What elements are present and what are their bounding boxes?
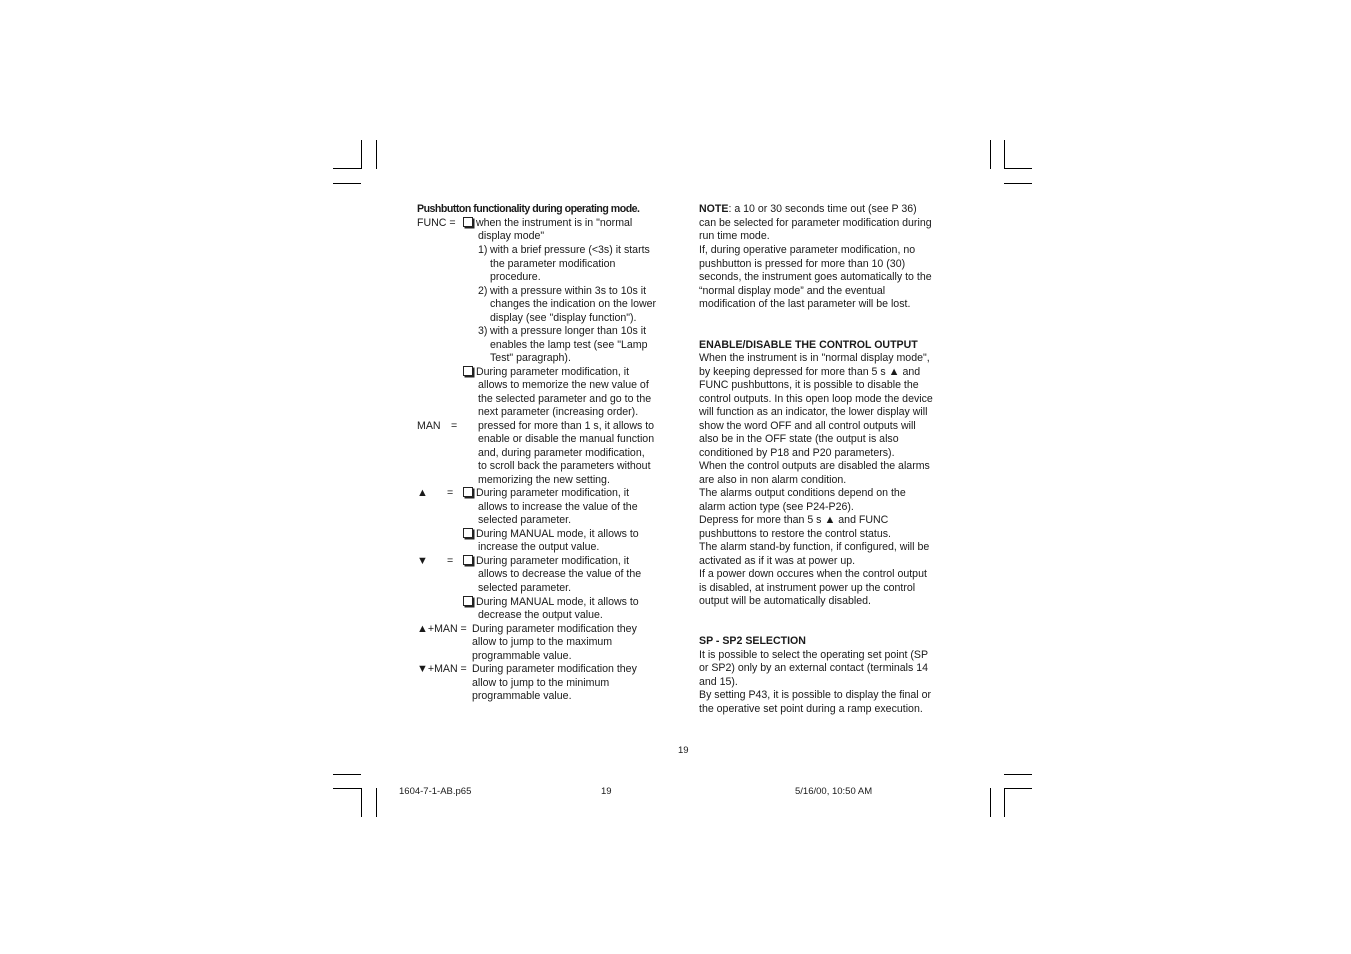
page-number: 19 xyxy=(678,745,689,756)
note-label: NOTE xyxy=(699,203,729,215)
text-line: When the instrument is in "normal display mode", xyxy=(699,352,930,364)
down-man-label: ▼+MAN = xyxy=(417,663,467,675)
text-line: changes the indication on the lower xyxy=(490,298,657,310)
checkbox-bullet-icon xyxy=(463,217,473,227)
crop-mark xyxy=(1004,788,1032,789)
text-line: modification of the last parameter will be lost. xyxy=(699,298,911,310)
text-line: or SP2) only by an external contact (terminals 14 xyxy=(699,662,929,674)
list-number: 2) xyxy=(478,285,488,297)
text-line: next parameter (increasing order). xyxy=(478,406,639,418)
text-line: pressed for more than 1 s, it allows to xyxy=(478,420,655,432)
text-line: By setting P43, it is possible to display the final or xyxy=(699,689,932,701)
crop-mark xyxy=(1004,774,1032,775)
up-option-2: During MANUAL mode, it allows to xyxy=(463,528,639,542)
crop-mark xyxy=(333,774,361,775)
text-line: and, during parameter modification, xyxy=(478,447,645,459)
text-line: decrease the output value. xyxy=(478,609,603,621)
up-arrow-icon: ▲ xyxy=(417,623,428,635)
text-line: programmable value. xyxy=(472,650,572,662)
text-line: enables the lamp test (see "Lamp xyxy=(490,339,648,351)
text-line: allow to jump to the maximum xyxy=(472,636,613,648)
text-line: selected parameter. xyxy=(478,514,572,526)
text-line: selected parameter. xyxy=(478,582,572,594)
text-line: show the word OFF and all control outputs will xyxy=(699,420,916,432)
note-paragraph: NOTE: a 10 or 30 seconds time out (see P 36) xyxy=(699,203,917,215)
man-label: MAN xyxy=(417,420,441,432)
crop-mark xyxy=(333,788,361,789)
text-line: “normal display mode” and the eventual xyxy=(699,285,886,297)
text-line: FUNC pushbuttons, it is possible to disable the xyxy=(699,379,919,391)
text-line: to scroll back the parameters without xyxy=(478,460,651,472)
down-arrow-icon: ▼ xyxy=(417,663,428,675)
text-line: alarm action type (see P24-P26). xyxy=(699,501,854,513)
text-line: allow to jump to the minimum xyxy=(472,677,610,689)
footer-filename: 1604-7-1-AB.p65 xyxy=(399,786,472,797)
checkbox-bullet-icon xyxy=(463,555,473,565)
text-line: run time mode. xyxy=(699,230,770,242)
text-line: display (see "display function"). xyxy=(490,312,637,324)
text-line: seconds, the instrument goes automatically to the xyxy=(699,271,932,283)
text-line: memorizing the new setting. xyxy=(478,474,610,486)
text-line: increase the output value. xyxy=(478,541,600,553)
func-label: FUNC = xyxy=(417,217,456,229)
checkbox-bullet-icon xyxy=(463,487,473,497)
text-line: programmable value. xyxy=(472,690,572,702)
down-arrow-icon: ▼ xyxy=(417,555,428,567)
text-line: When the control outputs are disabled the alarms xyxy=(699,460,930,472)
text-line: allows to decrease the value of the xyxy=(478,568,642,580)
text-line: the parameter modification xyxy=(490,258,616,270)
list-number: 1) xyxy=(478,244,488,256)
crop-mark xyxy=(1004,168,1032,169)
text-line: and 15). xyxy=(699,676,738,688)
up-arrow-icon: ▲ xyxy=(417,487,428,499)
text-line: will function as an indicator, the lower display will xyxy=(699,406,928,418)
text-line: is disabled, at instrument power up the control xyxy=(699,582,916,594)
text-line: allows to increase the value of the xyxy=(478,501,638,513)
text-line: Test" paragraph). xyxy=(490,352,571,364)
up-option-1: During parameter modification, it xyxy=(463,487,629,501)
up-man-label: ▲+MAN = xyxy=(417,623,467,635)
text-line: If, during operative parameter modification, no xyxy=(699,244,916,256)
func-option-2: During parameter modification, it xyxy=(463,366,629,380)
crop-mark xyxy=(1004,183,1032,184)
text-line: During parameter modification they xyxy=(472,663,637,675)
crop-mark xyxy=(361,140,362,169)
down-option-2: During MANUAL mode, it allows to xyxy=(463,596,639,610)
text-line: the operative set point during a ramp execution. xyxy=(699,703,923,715)
text-line: enable or disable the manual function xyxy=(478,433,655,445)
text-line: Depress for more than 5 s ▲ and FUNC xyxy=(699,514,889,526)
crop-mark xyxy=(376,140,377,169)
section-heading-sp-selection: SP - SP2 SELECTION xyxy=(699,635,806,647)
down-option-1: During parameter modification, it xyxy=(463,555,629,569)
text-line: It is possible to select the operating set point (SP xyxy=(699,649,929,661)
text-line: can be selected for parameter modification during xyxy=(699,217,932,229)
footer-timestamp: 5/16/00, 10:50 AM xyxy=(795,786,873,797)
text-line: also be in the OFF state (the output is also xyxy=(699,433,899,445)
text-line: allows to memorize the new value of xyxy=(478,379,649,391)
checkbox-bullet-icon xyxy=(463,596,473,606)
text-line: with a pressure within 3s to 10s it xyxy=(490,285,647,297)
text-line: with a brief pressure (<3s) it starts xyxy=(490,244,650,256)
text-line: pushbuttons to restore the control status. xyxy=(699,528,891,540)
crop-mark xyxy=(376,788,377,817)
text-line: The alarms output conditions depend on the xyxy=(699,487,906,499)
up-equals: = xyxy=(447,487,454,499)
man-equals: = xyxy=(451,420,458,432)
text-line: by keeping depressed for more than 5 s ▲ and xyxy=(699,366,921,378)
up-arrow-icon: ▲ xyxy=(888,366,900,378)
crop-mark xyxy=(333,183,361,184)
crop-mark xyxy=(333,168,361,169)
text-line: with a pressure longer than 10s it xyxy=(490,325,647,337)
down-equals: = xyxy=(447,555,454,567)
text-line: procedure. xyxy=(490,271,541,283)
checkbox-bullet-icon xyxy=(463,366,473,376)
crop-mark xyxy=(990,140,991,169)
func-option-1: when the instrument is in "normal xyxy=(463,217,632,231)
text-line: output will be automatically disabled. xyxy=(699,595,871,607)
checkbox-bullet-icon xyxy=(463,528,473,538)
text-line: If a power down occures when the control output xyxy=(699,568,927,580)
crop-mark xyxy=(361,788,362,817)
list-number: 3) xyxy=(478,325,488,337)
text-line: the selected parameter and go to the xyxy=(478,393,652,405)
text-line: display mode" xyxy=(478,230,545,242)
text-line: are also in non alarm condition. xyxy=(699,474,847,486)
text-line: pushbutton is pressed for more than 10 (30) xyxy=(699,258,906,270)
crop-mark xyxy=(1004,140,1005,169)
text-line: conditioned by P18 and P20 parameters). xyxy=(699,447,895,459)
text-line: The alarm stand-by function, if configured, will be xyxy=(699,541,930,553)
crop-mark xyxy=(1004,788,1005,817)
section-heading-pushbutton: Pushbutton functionality during operating mode. xyxy=(417,203,640,215)
text-line: During parameter modification they xyxy=(472,623,637,635)
footer-page: 19 xyxy=(601,786,612,797)
text-line: control outputs. In this open loop mode the device xyxy=(699,393,933,405)
section-heading-enable-disable: ENABLE/DISABLE THE CONTROL OUTPUT xyxy=(699,339,918,351)
crop-mark xyxy=(990,788,991,817)
text-line: activated as if it was at power up. xyxy=(699,555,856,567)
up-arrow-icon: ▲ xyxy=(824,514,836,526)
